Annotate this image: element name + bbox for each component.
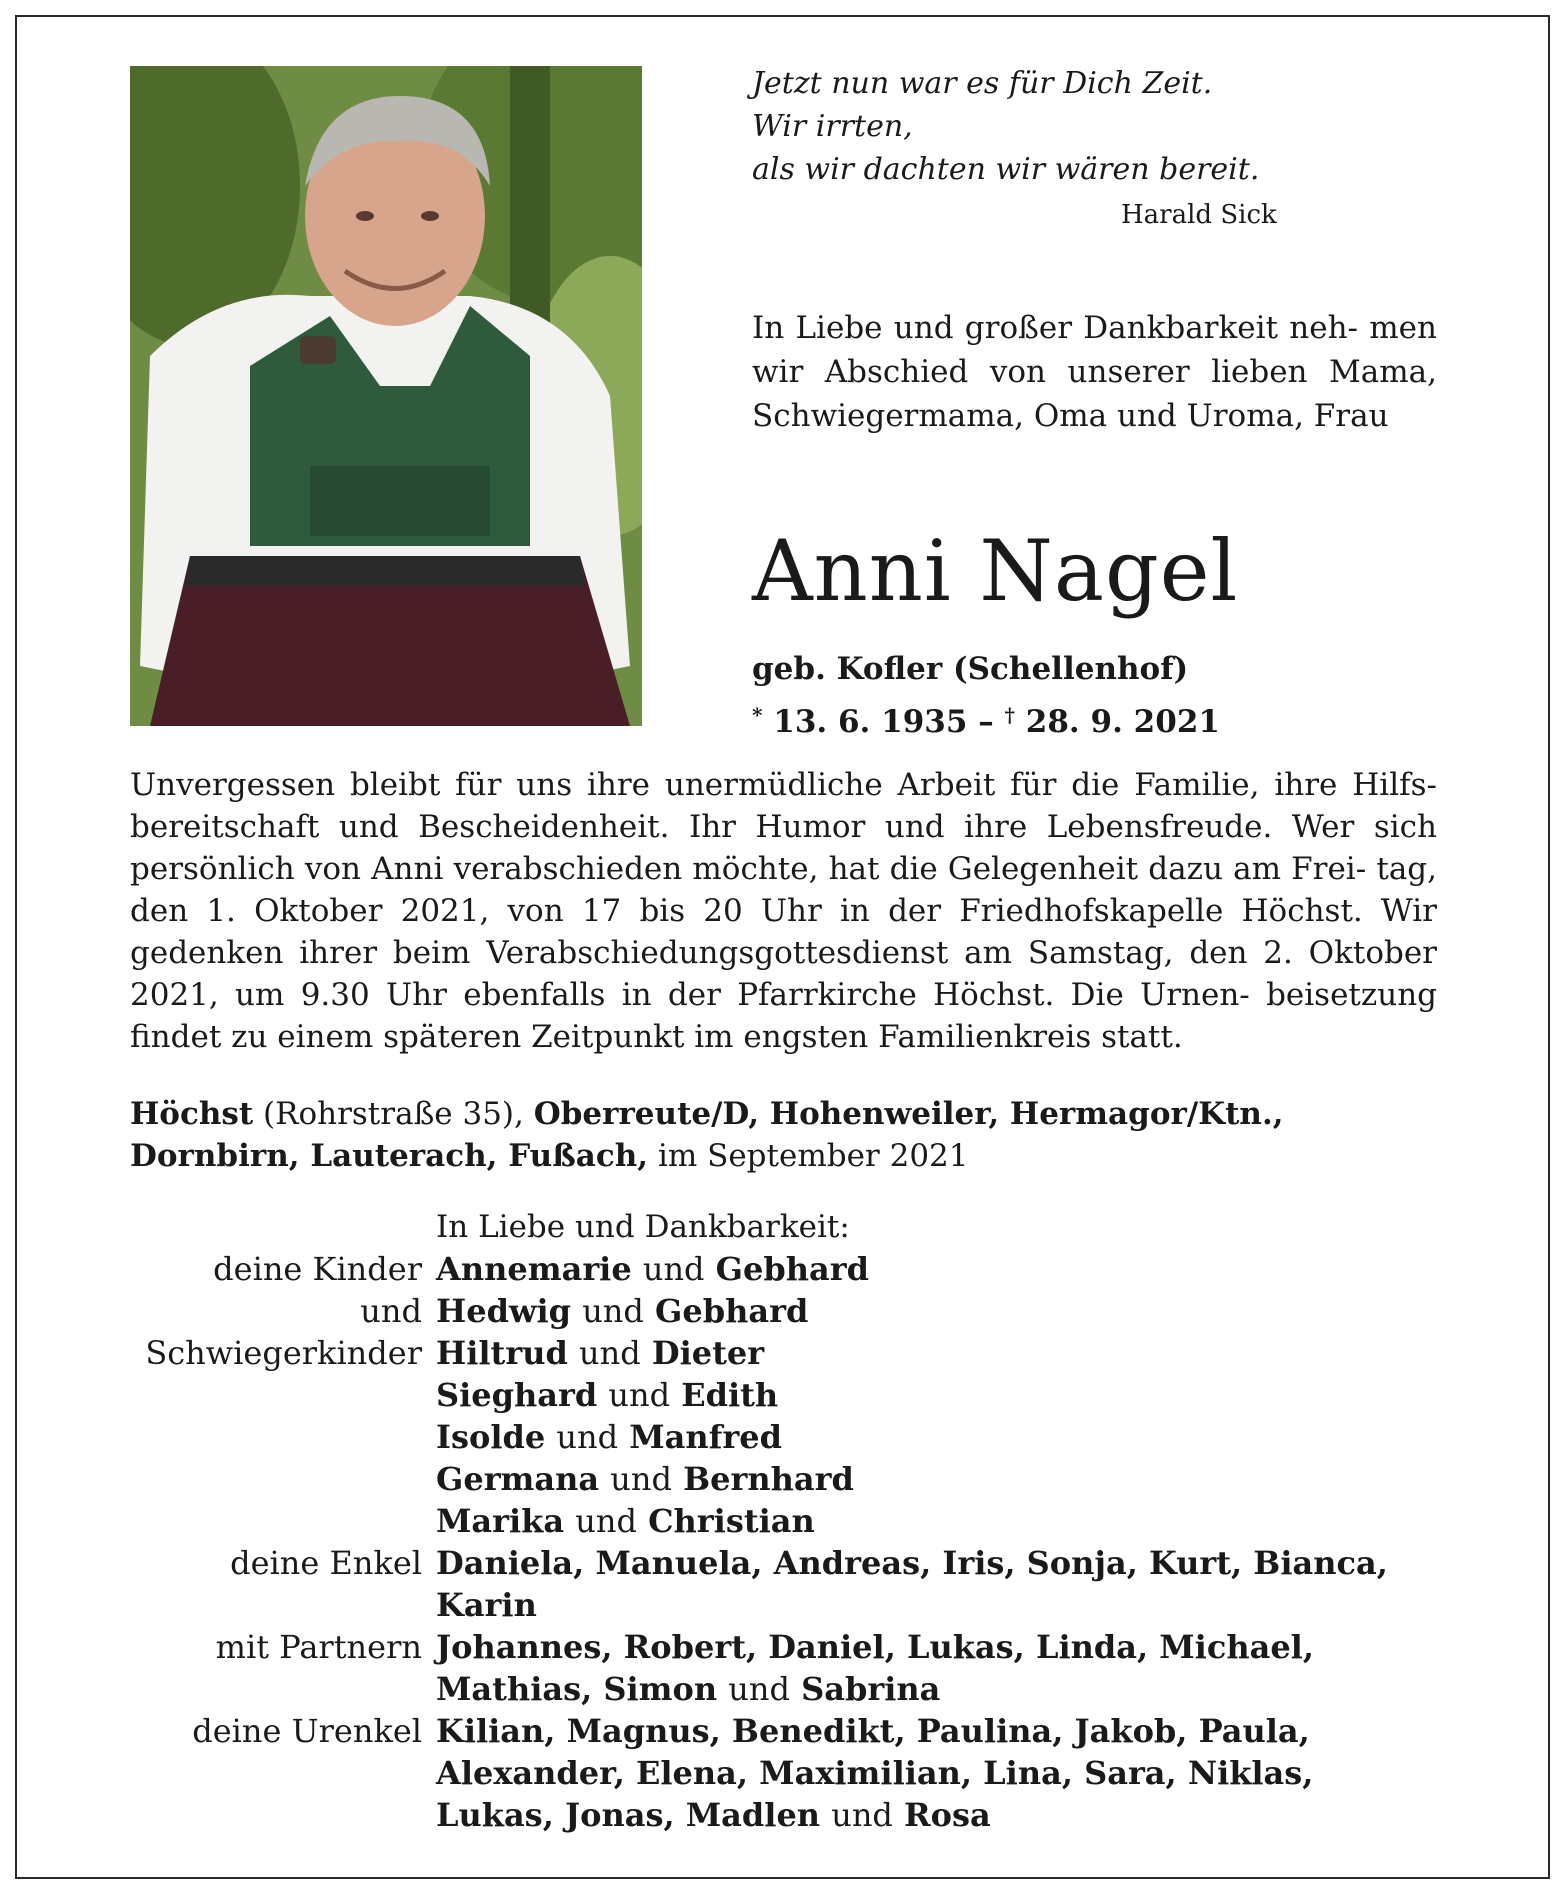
family-row <box>130 1416 1437 1458</box>
family-name: Isolde <box>436 1418 546 1456</box>
relation-label: und <box>360 1292 422 1330</box>
conjunction: und <box>578 1334 641 1372</box>
conjunction: und <box>642 1250 705 1288</box>
obituary-text: Unvergessen bleibt für uns ihre unermüdliche Arbeit für die Familie, ihre Hilfs- bereitschaft und Bescheidenheit. Ihr Humor und ihre Lebensfreude. Wer sich persönlich von Anni verabschieden möchte, hat die Gelegenheit dazu am Frei- tag, den 1. Oktober 2021, von 17 bis 20 Uhr in der Friedhofskapelle Höchst. Wir gedenken ihrer beim Verabschiedungsgottesdienst am Samstag, den 2. Oktober 2021, um 9.30 Uhr ebenfalls in der Pfarrkirche Höchst. Die Urnen- beisetzung findet zu einem späteren Zeitpunkt im engsten Familienkreis statt. <box>130 767 1437 1055</box>
family-name: Lukas, Jonas, Madlen <box>436 1796 821 1834</box>
family-list <box>130 1206 1437 1836</box>
grandchildren-names: Daniela, Manuela, Andreas, Iris, Sonja, Kurt, Bianca, <box>436 1544 1388 1582</box>
memorial-quote <box>752 62 1312 230</box>
conjunction: und <box>556 1418 619 1456</box>
family-row <box>130 1290 1437 1332</box>
quote-line: Jetzt nun war es für Dich Zeit. <box>752 66 1213 101</box>
partner-names <box>436 1668 1437 1710</box>
relation-label: Schwiegerkinder <box>145 1334 422 1372</box>
relation-label <box>130 1374 436 1416</box>
notice-date: im September 2021 <box>657 1138 969 1174</box>
family-row <box>130 1668 1437 1710</box>
death-date: 28. 9. 2021 <box>1025 704 1220 740</box>
conjunction: und <box>610 1460 672 1498</box>
family-row <box>130 1542 1437 1584</box>
conjunction: und <box>575 1502 637 1540</box>
family-name: Rosa <box>904 1796 991 1834</box>
family-names <box>436 1458 1437 1500</box>
relation-label <box>130 1416 436 1458</box>
conjunction: und <box>831 1796 893 1834</box>
family-name: Annemarie <box>436 1250 632 1288</box>
family-name: Germana <box>436 1460 600 1498</box>
family-name: Christian <box>648 1502 815 1540</box>
family-names <box>436 1416 1437 1458</box>
deceased-name: Anni Nagel <box>752 522 1239 620</box>
family-header: In Liebe und Dankbarkeit: <box>436 1209 850 1245</box>
quote-line: Wir irrten, <box>752 109 913 144</box>
intro-text: In Liebe und großer Dankbarkeit neh- men wir Abschied von unserer lieben Mama, Schwiegermama, Oma und Uroma, Frau <box>752 310 1437 434</box>
family-row <box>130 1332 1437 1374</box>
family-row <box>130 1458 1437 1500</box>
conjunction: und <box>608 1376 671 1414</box>
family-names <box>436 1500 1437 1542</box>
relation-label <box>130 1500 436 1542</box>
place-address: (Rohrstraße 35), <box>263 1096 524 1132</box>
family-name: Manfred <box>629 1418 782 1456</box>
grandchildren-names: Karin <box>436 1586 537 1624</box>
family-row <box>130 1752 1437 1794</box>
family-name: Hiltrud <box>436 1334 568 1372</box>
family-name: Marika <box>436 1502 565 1540</box>
family-row <box>130 1374 1437 1416</box>
family-row <box>130 1248 1437 1290</box>
family-row <box>130 1794 1437 1836</box>
places-line <box>130 1093 1437 1177</box>
great-grandchildren-names: Alexander, Elena, Maximilian, Lina, Sara, Niklas, <box>436 1754 1314 1792</box>
family-row <box>130 1626 1437 1668</box>
born-symbol: * <box>752 703 763 727</box>
life-dates <box>752 694 1220 743</box>
birth-date: 13. 6. 1935 <box>773 704 968 740</box>
place-main: Höchst <box>130 1096 254 1132</box>
family-name: Dieter <box>651 1334 765 1372</box>
family-name: Mathias, Simon <box>436 1670 718 1708</box>
relation-label: deine Urenkel <box>192 1712 422 1750</box>
great-grandchildren-names <box>436 1794 1437 1836</box>
conjunction: und <box>582 1292 644 1330</box>
family-name: Gebhard <box>715 1250 869 1288</box>
partner-names: Johannes, Robert, Daniel, Lukas, Linda, Michael, <box>436 1628 1314 1666</box>
family-row <box>130 1710 1437 1752</box>
relation-label: deine Enkel <box>230 1544 422 1582</box>
quote-author: Harald Sick <box>1121 200 1277 230</box>
family-names <box>436 1290 1437 1332</box>
date-separator: – <box>978 704 994 740</box>
places-others: Oberreute/D, Hohenweiler, Hermagor/Ktn., <box>533 1096 1284 1132</box>
conjunction: und <box>728 1670 790 1708</box>
family-row <box>130 1584 1437 1626</box>
places-others: Dornbirn, Lauterach, Fußach, <box>130 1138 649 1174</box>
family-name: Gebhard <box>655 1292 809 1330</box>
great-grandchildren-names: Kilian, Magnus, Benedikt, Paulina, Jakob, Paula, <box>436 1712 1310 1750</box>
family-names <box>436 1374 1437 1416</box>
relation-label: deine Kinder <box>213 1250 422 1288</box>
family-row <box>130 1500 1437 1542</box>
died-symbol: † <box>1004 703 1015 727</box>
birth-name: geb. Kofler (Schellenhof) <box>752 651 1189 687</box>
family-name: Sieghard <box>436 1376 598 1414</box>
family-names <box>436 1248 1437 1290</box>
family-names <box>436 1332 1437 1374</box>
family-name: Hedwig <box>436 1292 572 1330</box>
quote-line: als wir dachten wir wären bereit. <box>752 152 1260 187</box>
family-name: Edith <box>681 1376 779 1414</box>
portrait-photo <box>130 66 642 726</box>
relation-label: mit Partnern <box>215 1628 422 1666</box>
family-name: Bernhard <box>683 1460 854 1498</box>
relation-label <box>130 1458 436 1500</box>
family-name: Sabrina <box>801 1670 941 1708</box>
